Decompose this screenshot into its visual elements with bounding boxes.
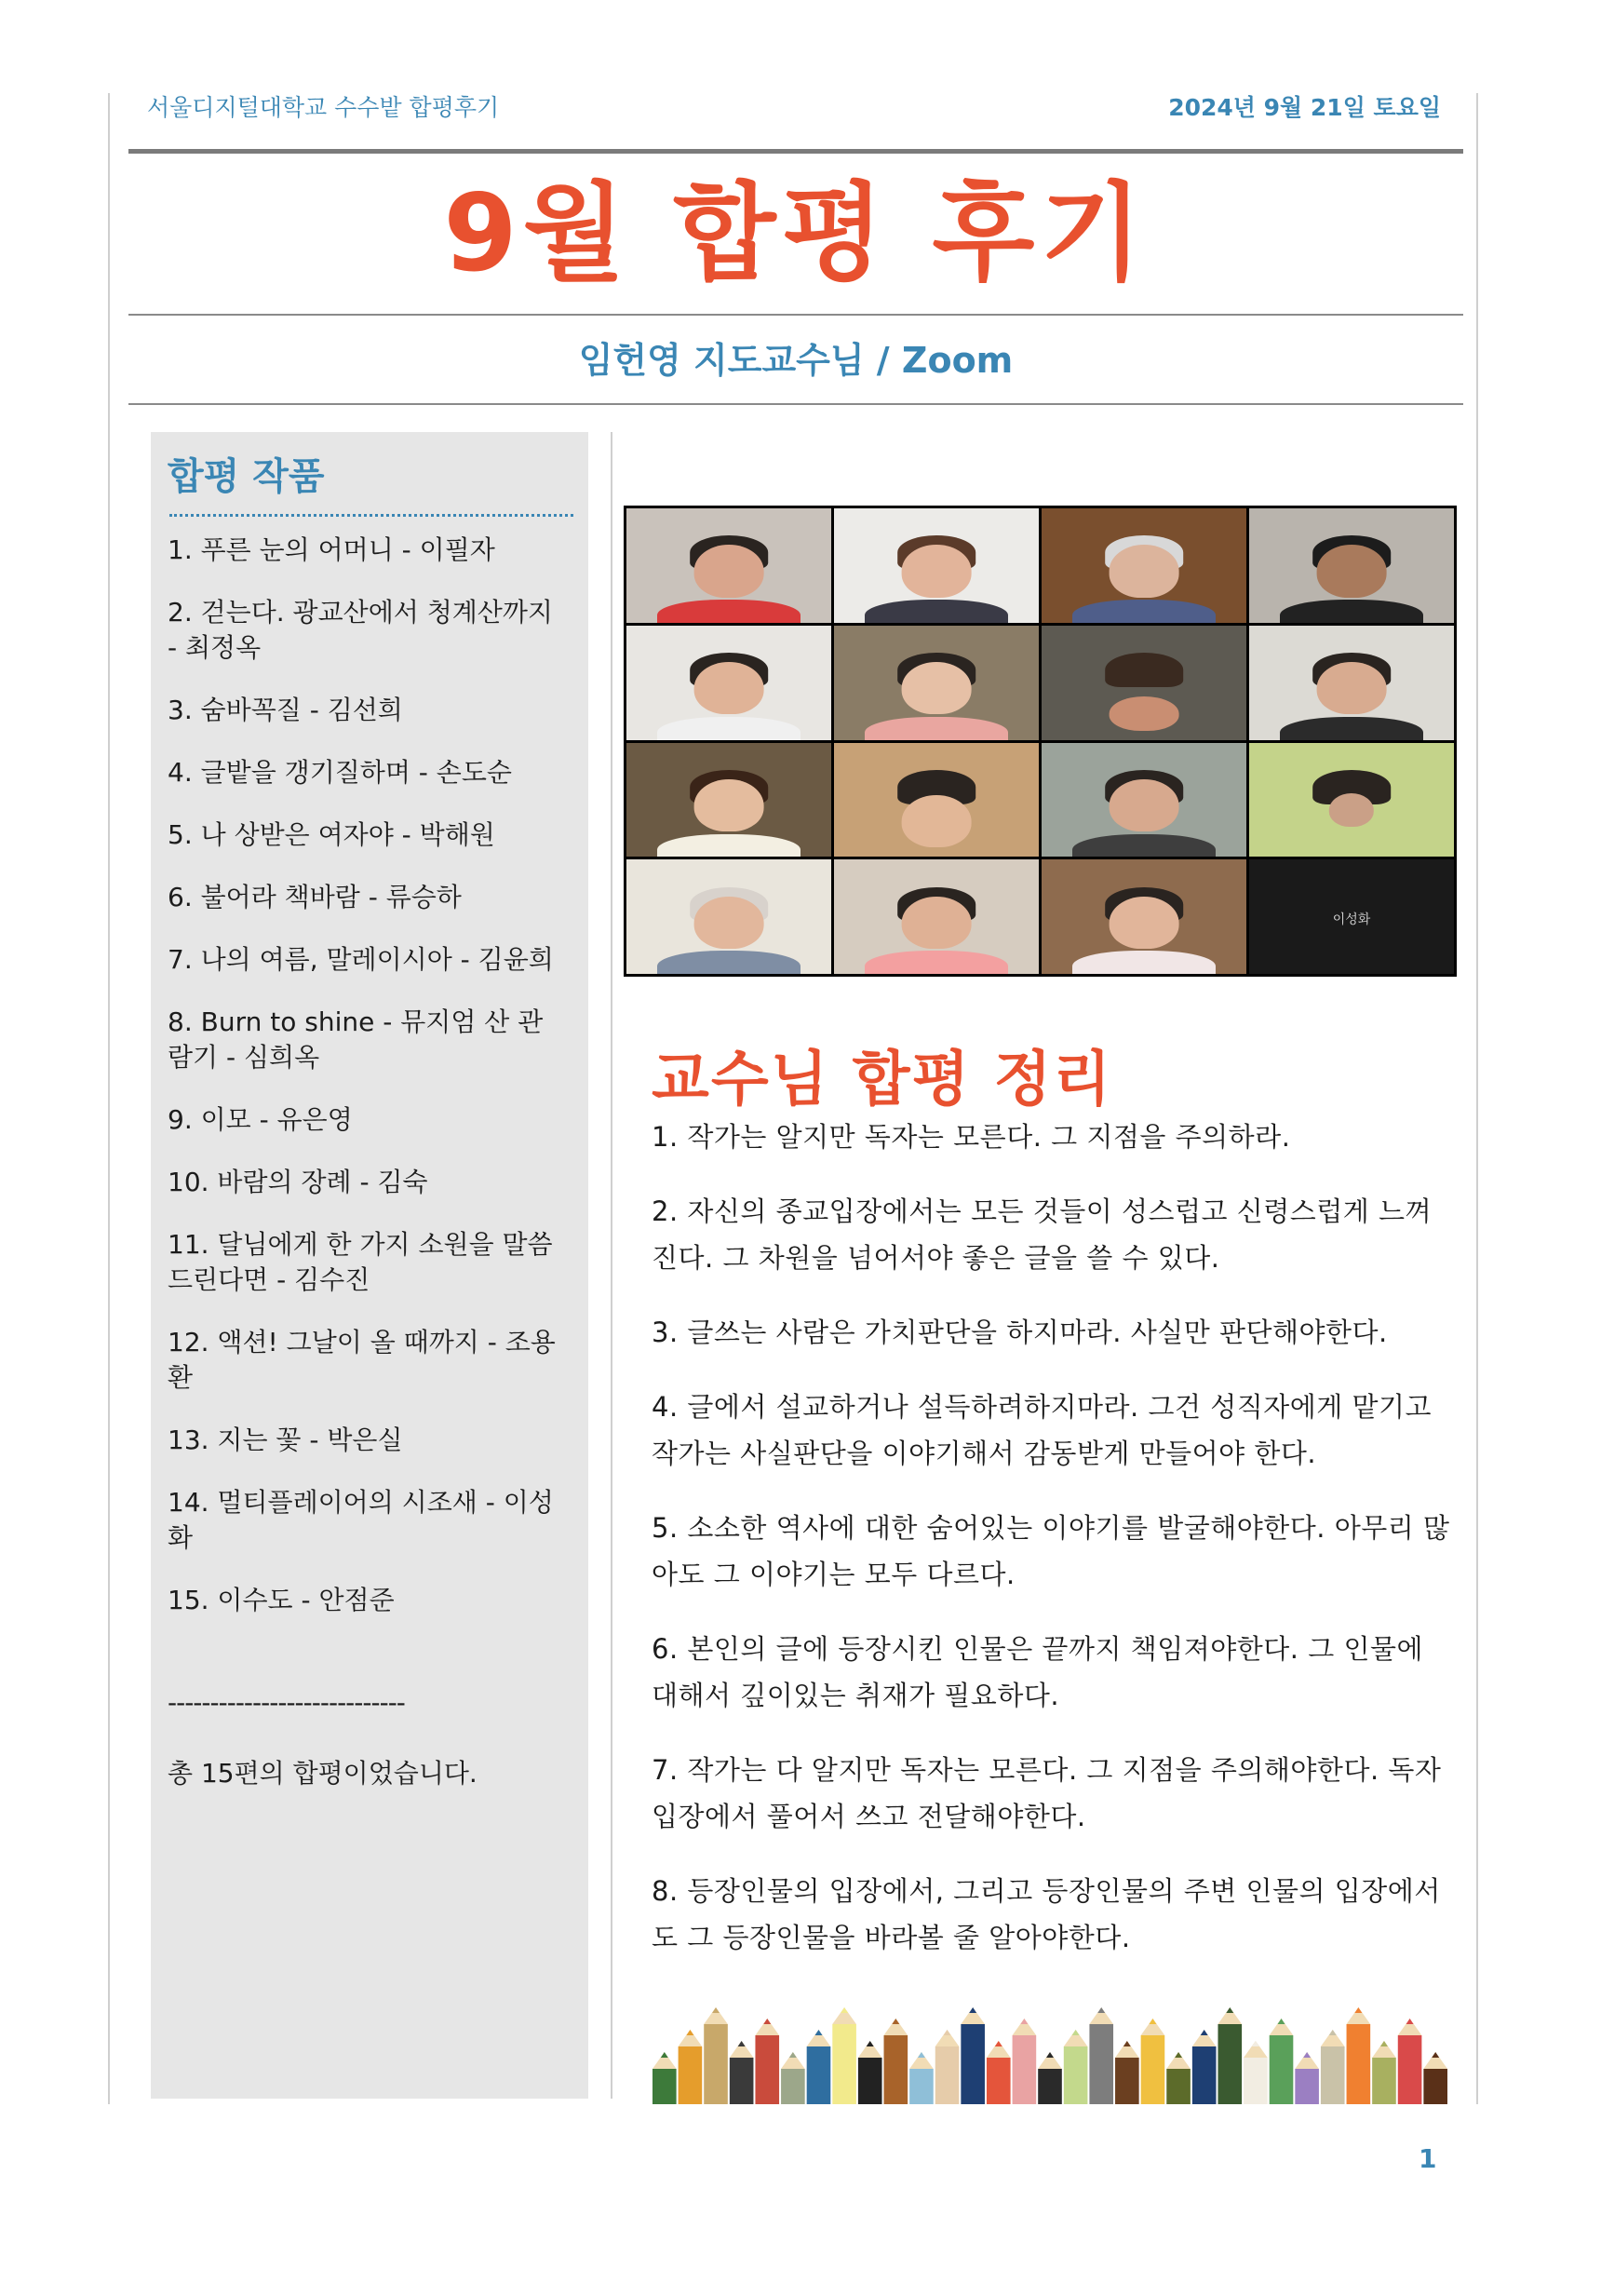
work-item: 11. 달님에게 한 가지 소원을 말씀드린다면 - 김수진 <box>168 1229 553 1295</box>
pencil <box>935 2030 960 2104</box>
participant-video <box>1249 743 1454 858</box>
pencil <box>961 2007 985 2104</box>
note-item: 1. 작가는 알지만 독자는 모른다. 그 지점을 주의하라. <box>652 1121 1291 1153</box>
pencil <box>884 2019 908 2104</box>
pencil <box>755 2019 779 2104</box>
work-item: 2. 걷는다. 광교산에서 청계산까지 - 최정옥 <box>168 597 553 663</box>
pencil <box>1038 2052 1062 2104</box>
note-item: 8. 등장인물의 입장에서, 그리고 등장인물의 주변 인물의 입장에서도 그 등장인물을 바라볼 줄 알아야한다. <box>652 1875 1441 1953</box>
participant-video <box>834 508 1039 623</box>
pencil <box>1166 2052 1191 2104</box>
participant-video <box>626 859 831 974</box>
pencil <box>1089 2007 1113 2104</box>
notes-list <box>652 1114 1452 1989</box>
page-number: 1 <box>1419 2143 1437 2174</box>
participant-video <box>1042 859 1246 974</box>
page-right-border <box>1476 93 1478 2104</box>
participant-name: 이성화 <box>1332 912 1371 928</box>
participant-video <box>1249 626 1454 740</box>
work-item: 7. 나의 여름, 말레이시아 - 김윤희 <box>168 944 554 975</box>
page-left-border <box>108 93 110 2104</box>
pencil <box>1270 2019 1294 2104</box>
participant-video <box>1042 743 1246 858</box>
note-item: 3. 글쓰는 사람은 가치판단을 하지마라. 사실만 판단해야한다. <box>652 1317 1388 1348</box>
works-list <box>168 533 568 1645</box>
work-item: 13. 지는 꽃 - 박은실 <box>168 1425 403 1455</box>
note-item: 7. 작가는 다 알지만 독자는 모른다. 그 지점을 주의해야한다. 독자 입장에서 풀어서 쓰고 전달해야한다. <box>652 1754 1442 1832</box>
pencil <box>1115 2041 1139 2104</box>
pencil <box>807 2030 831 2104</box>
pencil <box>679 2030 703 2104</box>
pencil <box>1013 2019 1037 2104</box>
pencil <box>987 2041 1011 2104</box>
sidebar-title: 합평 작품 <box>168 455 325 498</box>
pencil <box>653 2052 677 2104</box>
header-publication: 서울디지털대학교 수수밭 합평후기 <box>147 94 500 121</box>
notes-title: 교수님 합평 정리 <box>652 1046 1113 1114</box>
colored-pencils-illustration <box>652 1981 1448 2104</box>
pencil <box>730 2041 754 2104</box>
pencil <box>1192 2030 1217 2104</box>
pencil <box>858 2041 882 2104</box>
sidebar-total: 총 15편의 합평이었습니다. <box>168 1758 478 1789</box>
work-item: 1. 푸른 눈의 어머니 - 이필자 <box>168 534 495 565</box>
work-item: 5. 나 상받은 여자야 - 박해원 <box>168 819 495 850</box>
pencil <box>1423 2052 1447 2104</box>
participant-video <box>834 859 1039 974</box>
work-item: 4. 글밭을 갱기질하며 - 손도순 <box>168 757 512 788</box>
top-rule <box>128 149 1463 154</box>
work-item: 10. 바람의 장례 - 김숙 <box>168 1167 428 1197</box>
header-date: 2024년 9월 21일 토요일 <box>1168 94 1441 121</box>
pencil <box>909 2052 934 2104</box>
pencil <box>832 2007 856 2104</box>
pencil <box>1321 2030 1345 2104</box>
note-item: 5. 소소한 역사에 대한 숨어있는 이야기를 발굴해야한다. 아무리 많아도 그 이야기는 모두 다르다. <box>652 1512 1450 1590</box>
participant-video <box>1042 508 1246 623</box>
zoom-screenshot <box>624 506 1457 977</box>
work-item: 15. 이수도 - 안점준 <box>168 1585 395 1615</box>
pencil <box>1244 2041 1268 2104</box>
work-item: 14. 멀티플레이어의 시조새 - 이성화 <box>168 1487 554 1553</box>
sidebar-dotted-rule <box>169 514 573 517</box>
work-item: 12. 액션! 그날이 올 때까지 - 조용환 <box>168 1327 556 1393</box>
page-title: 9월 합평 후기 <box>443 171 1149 295</box>
pencil <box>1372 2041 1396 2104</box>
pencil <box>1218 2007 1242 2104</box>
work-item: 6. 불어라 책바람 - 류승하 <box>168 882 462 912</box>
participant-video <box>626 508 831 623</box>
note-item: 2. 자신의 종교입장에서는 모든 것들이 성스럽고 신령스럽게 느껴진다. 그 차원을 넘어서야 좋은 글을 쓸 수 있다. <box>652 1195 1433 1274</box>
work-item: 9. 이모 - 유은영 <box>168 1104 353 1135</box>
participant-empty-tile <box>1249 859 1454 974</box>
participant-video <box>626 626 831 740</box>
participant-video <box>626 743 831 858</box>
note-item: 6. 본인의 글에 등장시킨 인물은 끝까지 책임져야한다. 그 인물에 대해서 깊이있는 취재가 필요하다. <box>652 1633 1423 1711</box>
pencil <box>1398 2019 1422 2104</box>
pencil <box>1347 2007 1371 2104</box>
work-item: 8. Burn to shine - 뮤지엄 산 관람기 - 심희옥 <box>168 1006 544 1073</box>
note-item: 4. 글에서 설교하거나 설득하려하지마라. 그건 성직자에게 맡기고 작가는 사실판단을 이야기해서 감동받게 만들어야 한다. <box>652 1391 1433 1469</box>
participant-video <box>1042 626 1246 740</box>
pencil <box>781 2052 805 2104</box>
subtitle-rule <box>128 403 1463 405</box>
page-subtitle: 임헌영 지도교수님 / Zoom <box>578 340 1014 381</box>
pencil <box>1064 2030 1088 2104</box>
column-divider <box>611 432 612 2099</box>
participant-video <box>1249 508 1454 623</box>
pencil <box>1141 2019 1165 2104</box>
pencil <box>1295 2052 1319 2104</box>
participant-video <box>834 743 1039 858</box>
sidebar-separator: ---------------------------- <box>168 1687 405 1718</box>
pencil <box>704 2007 728 2104</box>
participant-video <box>834 626 1039 740</box>
work-item: 3. 숨바꼭질 - 김선희 <box>168 695 403 725</box>
title-rule <box>128 314 1463 316</box>
